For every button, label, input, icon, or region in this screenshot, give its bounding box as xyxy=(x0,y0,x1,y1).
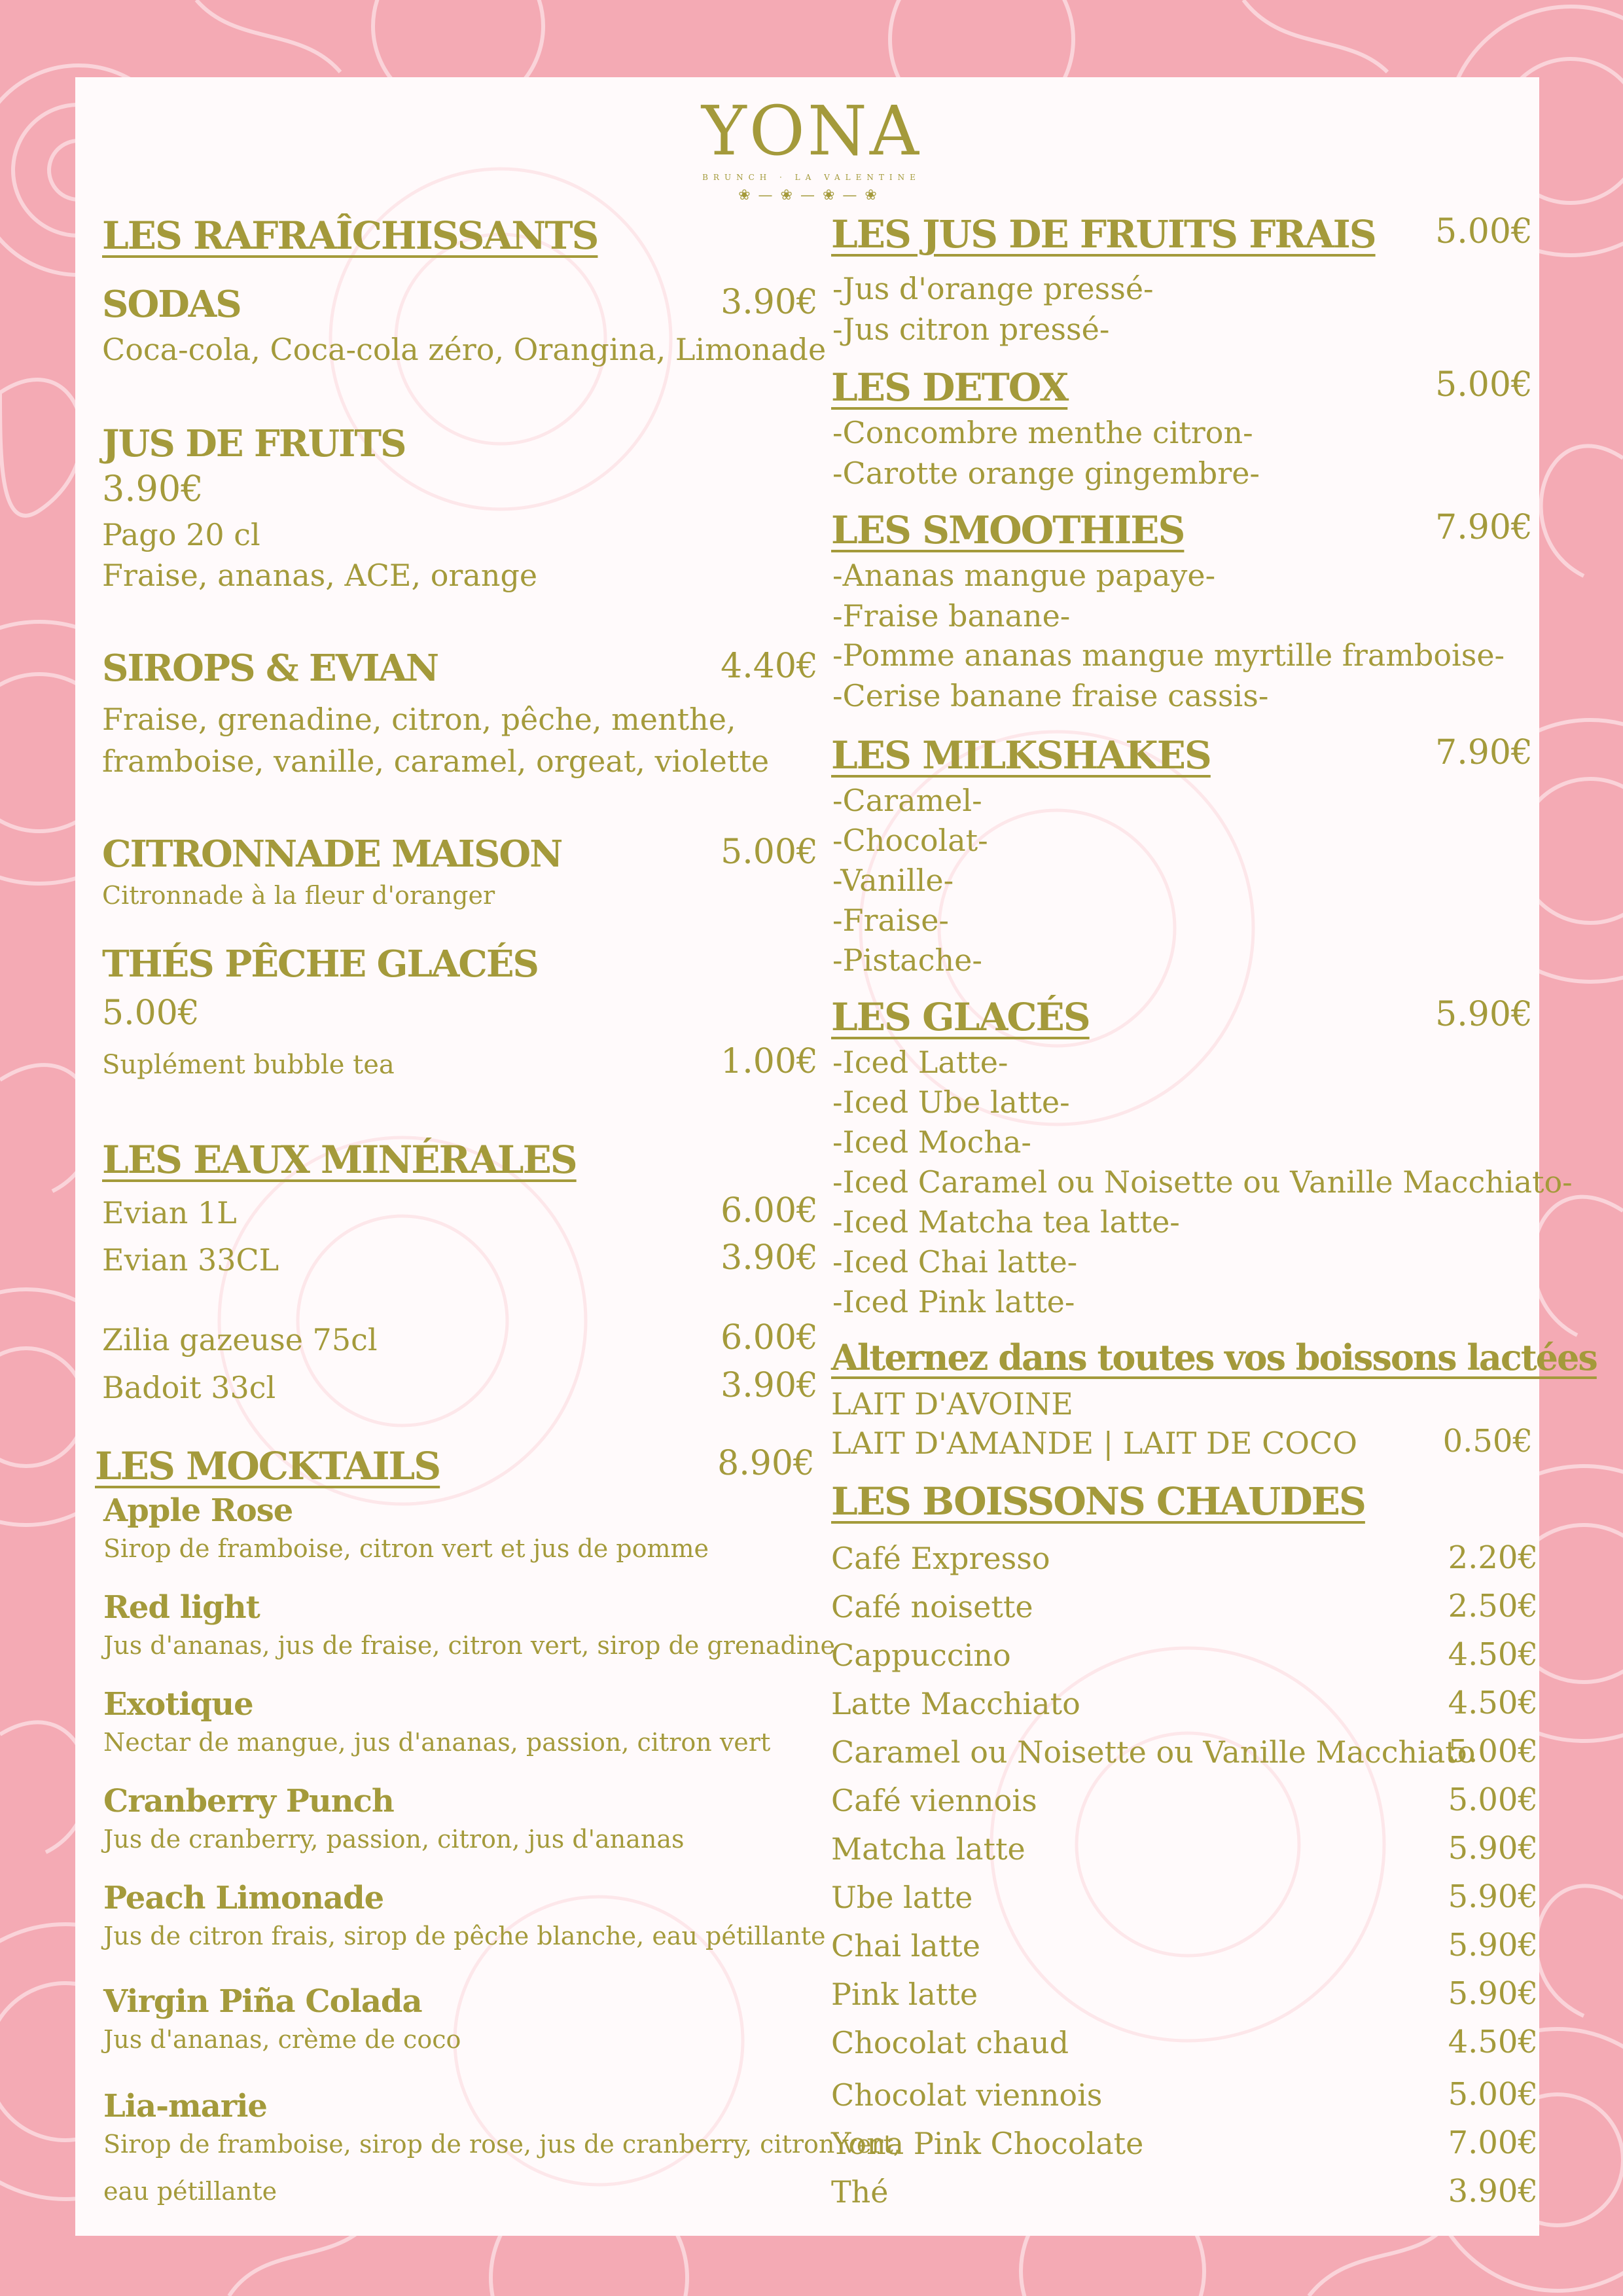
sirops-desc-line2: framboise, vanille, caramel, orgeat, violette xyxy=(102,744,770,779)
glace-item: -Iced Latte- xyxy=(832,1045,1008,1080)
jus-frais-price: 5.00€ xyxy=(1435,212,1533,251)
section-title-glaces: LES GLACÉS xyxy=(831,995,1090,1039)
milkshake-item: -Vanille- xyxy=(832,863,954,898)
hot-drink-name: Yona Pink Chocolate xyxy=(831,2126,1144,2161)
smoothie-item: -Fraise banane- xyxy=(832,598,1071,634)
milkshake-item: -Caramel- xyxy=(832,783,982,818)
section-title-mocktails: LES MOCKTAILS xyxy=(95,1444,440,1488)
hot-drink-price: 5.90€ xyxy=(1448,1927,1538,1964)
jus-de-fruits-flavours: Fraise, ananas, ACE, orange xyxy=(102,558,538,593)
section-title-rafraichissants: LES RAFRAÎCHISSANTS xyxy=(102,213,598,258)
milkshake-item: -Fraise- xyxy=(832,903,949,938)
citronnade-name: CITRONNADE MAISON xyxy=(102,833,562,876)
eau-name: Evian 1L xyxy=(102,1195,237,1230)
hot-drink-name: Thé xyxy=(831,2174,889,2210)
glace-item: -Iced Caramel ou Noisette ou Vanille Macchiato- xyxy=(832,1164,1573,1200)
section-title-milkshakes: LES MILKSHAKES xyxy=(831,733,1211,778)
thes-name: THÉS PÊCHE GLACÉS xyxy=(102,942,538,986)
glace-item: -Iced Ube latte- xyxy=(832,1085,1070,1120)
mocktail-desc: Jus d'ananas, jus de fraise, citron vert, sirop de grenadine xyxy=(103,1631,835,1660)
jus-frais-item: -Jus citron pressé- xyxy=(832,312,1110,347)
section-title-boissons-chaudes: LES BOISSONS CHAUDES xyxy=(831,1479,1365,1524)
glaces-price: 5.90€ xyxy=(1435,995,1533,1034)
mocktail-desc: Jus de cranberry, passion, citron, jus d'ananas xyxy=(103,1825,685,1854)
hot-drink-price: 2.20€ xyxy=(1448,1539,1538,1576)
hot-drink-price: 5.00€ xyxy=(1448,1782,1538,1818)
hot-drink-name: Café noisette xyxy=(831,1589,1033,1624)
logo-wordmark: YONA xyxy=(701,91,922,171)
mocktail-name: Cranberry Punch xyxy=(103,1783,394,1820)
milkshake-item: -Chocolat- xyxy=(832,823,988,858)
mocktail-desc: Sirop de framboise, sirop de rose, jus de cranberry, citron vert, xyxy=(103,2130,901,2159)
lait-avoine: LAIT D'AVOINE xyxy=(831,1386,1073,1422)
mocktail-desc: Jus de citron frais, sirop de pêche blanche, eau pétillante xyxy=(103,1922,826,1950)
mocktail-desc: Sirop de framboise, citron vert et jus de pomme xyxy=(103,1534,709,1563)
hot-drink-price: 5.90€ xyxy=(1448,1878,1538,1915)
hot-drink-name: Pink latte xyxy=(831,1977,978,2012)
mocktail-name: Virgin Piña Colada xyxy=(103,1983,422,2020)
glace-item: -Iced Matcha tea latte- xyxy=(832,1204,1180,1240)
yona-logo xyxy=(654,91,969,204)
hot-drink-price: 4.50€ xyxy=(1448,1636,1538,1673)
smoothie-item: -Ananas mangue papaye- xyxy=(832,558,1216,593)
hot-drink-name: Cappuccino xyxy=(831,1638,1011,1673)
section-title-smoothies: LES SMOOTHIES xyxy=(831,508,1185,552)
eau-name: Badoit 33cl xyxy=(102,1370,276,1405)
mocktail-name: Exotique xyxy=(103,1686,253,1723)
mocktail-name: Peach Limonade xyxy=(103,1880,384,1916)
citronnade-price: 5.00€ xyxy=(721,833,818,872)
eau-name: Evian 33CL xyxy=(102,1242,279,1278)
jus-de-fruits-size: Pago 20 cl xyxy=(102,517,260,552)
section-title-lait-alternatives: Alternez dans toutes vos boissons lactées xyxy=(831,1336,1597,1378)
milkshake-item: -Pistache- xyxy=(832,942,982,978)
hot-drink-name: Café Expresso xyxy=(831,1541,1050,1576)
bubble-tea-price: 1.00€ xyxy=(721,1042,818,1081)
hot-drink-price: 3.90€ xyxy=(1448,2173,1538,2210)
sirops-name: SIROPS & EVIAN xyxy=(102,647,438,690)
hot-drink-name: Matcha latte xyxy=(831,1831,1026,1867)
eau-price: 6.00€ xyxy=(721,1318,818,1357)
jus-de-fruits-name: JUS DE FRUITS xyxy=(102,422,406,465)
hot-drink-name: Chocolat viennois xyxy=(831,2077,1103,2113)
citronnade-desc: Citronnade à la fleur d'oranger xyxy=(102,881,495,910)
mocktail-desc: eau pétillante xyxy=(103,2177,277,2206)
glace-item: -Iced Mocha- xyxy=(832,1124,1031,1160)
smoothies-price: 7.90€ xyxy=(1435,508,1533,547)
lait-price: 0.50€ xyxy=(1442,1423,1533,1460)
eau-price: 3.90€ xyxy=(721,1238,818,1278)
eau-price: 3.90€ xyxy=(721,1366,818,1405)
eau-price: 6.00€ xyxy=(721,1191,818,1230)
hot-drink-name: Café viennois xyxy=(831,1783,1037,1818)
mocktail-name: Apple Rose xyxy=(103,1492,293,1529)
milkshakes-price: 7.90€ xyxy=(1435,733,1533,772)
hot-drink-name: Latte Macchiato xyxy=(831,1686,1080,1721)
hot-drink-price: 7.00€ xyxy=(1448,2125,1538,2161)
mocktail-desc: Nectar de mangue, jus d'ananas, passion, citron vert xyxy=(103,1728,771,1757)
logo-ornament: ❀—❀—❀—❀ xyxy=(738,187,885,204)
section-title-eaux: LES EAUX MINÉRALES xyxy=(102,1138,577,1182)
section-title-detox: LES DETOX xyxy=(831,365,1068,410)
lait-amande-coco: LAIT D'AMANDE | LAIT DE COCO xyxy=(831,1426,1357,1461)
logo-tagline: BRUNCH · LA VALENTINE xyxy=(702,173,921,182)
hot-drink-name: Chai latte xyxy=(831,1928,980,1964)
glace-item: -Iced Pink latte- xyxy=(832,1284,1075,1319)
hot-drink-price: 4.50€ xyxy=(1448,2024,1538,2060)
bubble-tea-supplement: Suplément bubble tea xyxy=(102,1050,395,1080)
jus-frais-item: -Jus d'orange pressé- xyxy=(832,271,1154,306)
eau-name: Zilia gazeuse 75cl xyxy=(102,1322,378,1357)
hot-drink-price: 2.50€ xyxy=(1448,1588,1538,1624)
smoothie-item: -Pomme ananas mangue myrtille framboise- xyxy=(832,637,1505,673)
sirops-price: 4.40€ xyxy=(721,647,818,686)
thes-price: 5.00€ xyxy=(102,994,200,1033)
detox-item: -Carotte orange gingembre- xyxy=(832,456,1260,491)
sirops-desc-line1: Fraise, grenadine, citron, pêche, menthe, xyxy=(102,702,736,737)
mocktails-price: 8.90€ xyxy=(717,1444,815,1483)
hot-drink-price: 4.50€ xyxy=(1448,1685,1538,1721)
mocktail-name: Red light xyxy=(103,1589,260,1626)
hot-drink-price: 5.00€ xyxy=(1448,1733,1538,1770)
hot-drink-price: 5.90€ xyxy=(1448,1830,1538,1867)
hot-drink-name: Chocolat chaud xyxy=(831,2025,1069,2060)
hot-drink-name: Ube latte xyxy=(831,1880,973,1915)
hot-drink-name: Caramel ou Noisette ou Vanille Macchiato xyxy=(831,1734,1476,1770)
detox-item: -Concombre menthe citron- xyxy=(832,415,1253,450)
mocktail-desc: Jus d'ananas, crème de coco xyxy=(103,2025,461,2054)
sodas-name: SODAS xyxy=(102,283,241,326)
sodas-price: 3.90€ xyxy=(721,283,818,322)
glace-item: -Iced Chai latte- xyxy=(832,1244,1078,1280)
jus-de-fruits-price: 3.90€ xyxy=(102,468,204,509)
smoothie-item: -Cerise banane fraise cassis- xyxy=(832,678,1269,713)
detox-price: 5.00€ xyxy=(1435,365,1533,404)
mocktail-name: Lia-marie xyxy=(103,2088,267,2125)
sodas-desc: Coca-cola, Coca-cola zéro, Orangina, Limonade xyxy=(102,332,827,367)
hot-drink-price: 5.00€ xyxy=(1448,2076,1538,2113)
section-title-jus-frais: LES JUS DE FRUITS FRAIS xyxy=(831,212,1376,257)
hot-drink-price: 5.90€ xyxy=(1448,1975,1538,2012)
